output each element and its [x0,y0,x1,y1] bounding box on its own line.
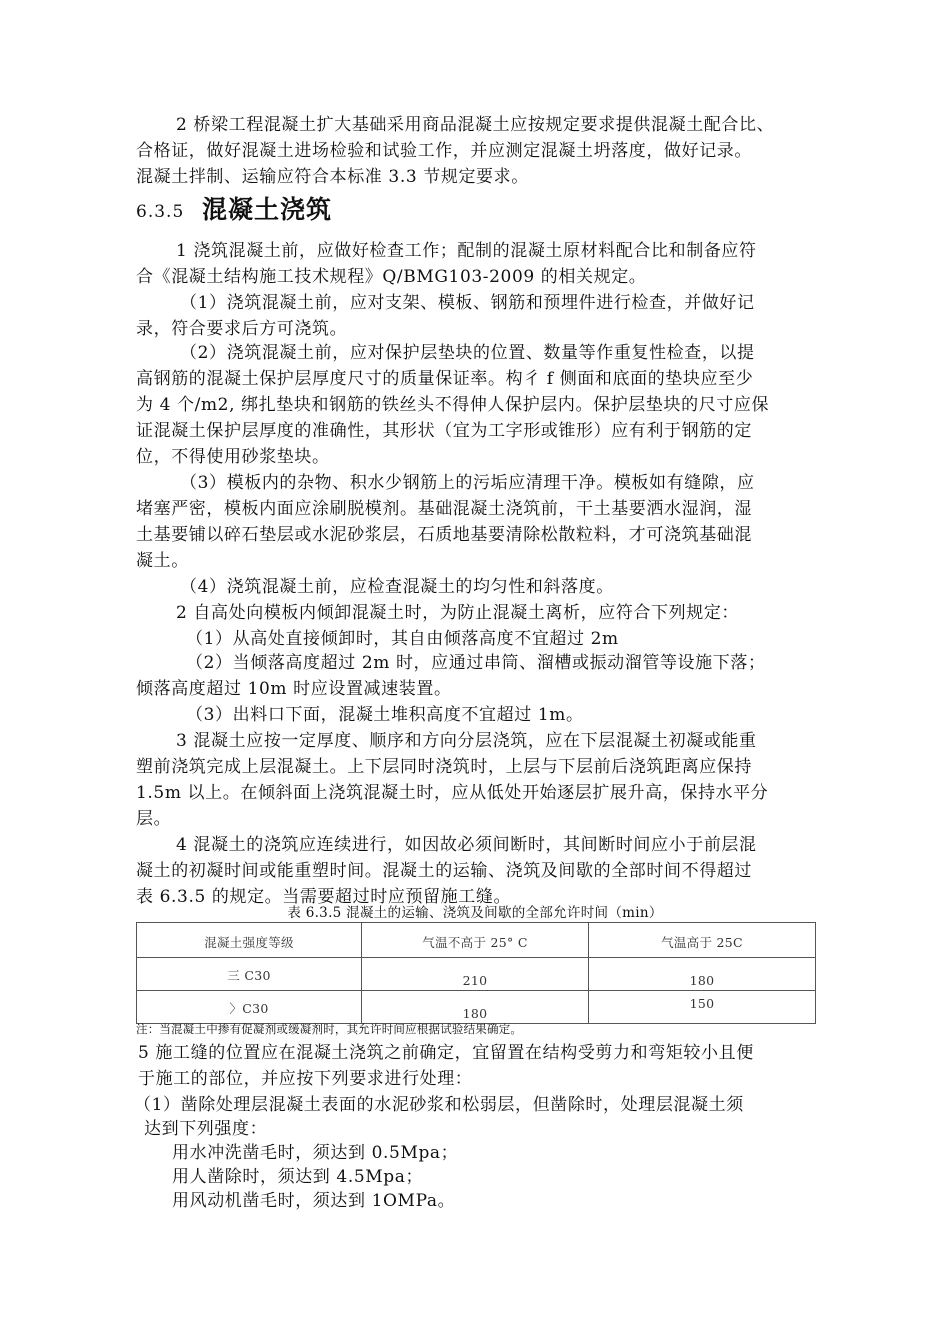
text-line: 土基要铺以碎石垫层或水泥砂浆层，石质地基要清除松散粒料，才可浇筑基础混 [136,525,752,545]
text-line: 混凝土拌制、运输应符合本标准 3.3 节规定要求。 [136,167,529,187]
text-line: 倾落高度超过 10m 时应设置减速装置。 [136,679,452,699]
text-line: 用风动机凿毛时，须达到 1OMPa。 [172,1191,456,1211]
text-line: 录，符合要求后方可浇筑。 [136,319,348,339]
section-number: 6.3.5 [136,202,185,222]
text-line: 证混凝土保护层厚度的准确性，其形状（宜为工字形或锥形）应有利于钢筋的定 [136,421,752,441]
text-line: 凝土的初凝时间或能重塑时间。混凝土的运输、浇筑及间歇的全部时间不得超过 [136,861,752,881]
text-line: 为 4 个/m2, 绑扎垫块和钢筋的铁丝头不得伸人保护层内。保护层垫块的尺寸应保 [136,395,770,415]
table-header-cell [589,923,815,957]
text-line: （2）浇筑混凝土前，应对保护层垫块的位置、数量等作重复性检查，以提 [180,343,755,363]
text-line: 3 混凝土应按一定厚度、顺序和方向分层浇筑，应在下层混凝土初凝或能重 [176,731,757,751]
text-line: （2）当倾落高度超过 2m 时，应通过串筒、溜槽或振动溜管等设施下落； [186,653,766,673]
cell-text: 210 [462,973,488,988]
time-limit-table [136,922,816,1024]
header-text: 气温不高于 25° C [422,935,528,950]
text-line: 4 混凝土的浇筑应连续进行，如因故必须间断时，其间断时间应小于前层混 [176,835,757,855]
table-row [137,991,815,1023]
table-cell [137,991,362,1023]
text-line: 2 自高处向模板内倾卸混凝土时，为防止混凝土离析，应符合下列规定： [176,603,740,623]
text-line: （1）从高处直接倾卸时，其自由倾落高度不宜超过 2m [186,629,619,649]
cell-text: 180 [462,1006,488,1021]
text-line: （1）凿除处理层混凝土表面的水泥砂浆和松弱层，但凿除时，处理层混凝土须 [134,1095,744,1115]
text-line: 合《混凝土结构施工技术规程》Q/BMG103-2009 的相关规定。 [136,267,647,287]
table-cell [362,958,589,990]
text-line: 凝土。 [136,551,189,571]
table-cell [137,958,362,990]
cell-text: 180 [689,973,715,988]
text-line: 5 施工缝的位置应在混凝土浇筑之前确定，宜留置在结构受剪力和弯矩较小且便 [138,1043,754,1063]
cell-text: 〉C30 [229,1001,269,1016]
table-header-row [137,923,815,958]
text-line: 位，不得使用砂浆垫块。 [136,447,330,467]
text-line: 达到下列强度： [144,1119,268,1139]
text-line: （3）模板内的杂物、积水少钢筋上的污垢应清理干净。模板如有缝隙，应 [180,473,755,493]
text-line: （3）出料口下面，混凝土堆积高度不宜超过 1m。 [186,705,584,725]
header-text: 混凝土强度等级 [204,935,294,950]
text-line: 于施工的部位，并应按下列要求进行处理： [138,1069,473,1089]
text-line: （4）浇筑混凝土前，应检查混凝土的均匀性和斜落度。 [180,577,614,597]
text-line: 用人凿除时，须达到 4.5Mpa； [172,1167,424,1187]
header-text: 气温高于 25C [661,935,743,950]
text-line: （1）浇筑混凝土前，应对支架、模板、钢筋和预埋件进行检查，并做好记 [180,293,755,313]
text-line: 2 桥梁工程混凝土扩大基础采用商品混凝土应按规定要求提供混凝土配合比、 [176,115,775,135]
text-line: 1.5m 以上。在倾斜面上浇筑混凝土时，应从低处开始逐层扩展升高，保持水平分 [136,783,769,803]
table-caption: 表 6.3.5 混凝土的运输、浇筑及间歇的全部允许时间（min） [287,905,663,921]
table-cell [589,991,815,1023]
table-note: 注：当混凝土中掺有促凝剂或缓凝剂时，其允许时间应根据试验结果确定。 [136,1022,523,1036]
table-row [137,958,815,991]
text-line: 高钢筋的混凝土保护层厚度尺寸的质量保证率。构彳 f 侧面和底面的垫块应至少 [136,369,754,389]
cell-text: 150 [689,996,715,1011]
text-line: 塑前浇筑完成上层混凝土。上下层同时浇筑时，上层与下层前后浇筑距离应保持 [136,757,752,777]
text-line: 层。 [136,809,172,829]
text-line: 1 浇筑混凝土前，应做好检查工作；配制的混凝土原材料配合比和制备应符 [176,241,757,261]
text-line: 表 6.3.5 的规定。当需要超过时应预留施工缝。 [136,887,512,907]
text-line: 合格证，做好混凝土进场检验和试验工作，并应测定混凝土坍落度，做好记录。 [136,141,752,161]
section-title: 混凝土浇筑 [202,195,333,224]
text-line: 用水冲洗凿毛时，须达到 0.5Mpa； [172,1143,459,1163]
table-header-cell [362,923,589,957]
cell-text: 三 C30 [227,968,271,983]
table-cell [362,991,589,1023]
text-line: 堵塞严密，模板内面应涂刷脱模剂。基础混凝土浇筑前，干土基要洒水湿润，湿 [136,499,752,519]
table-cell [589,958,815,990]
table-header-cell [137,923,362,957]
